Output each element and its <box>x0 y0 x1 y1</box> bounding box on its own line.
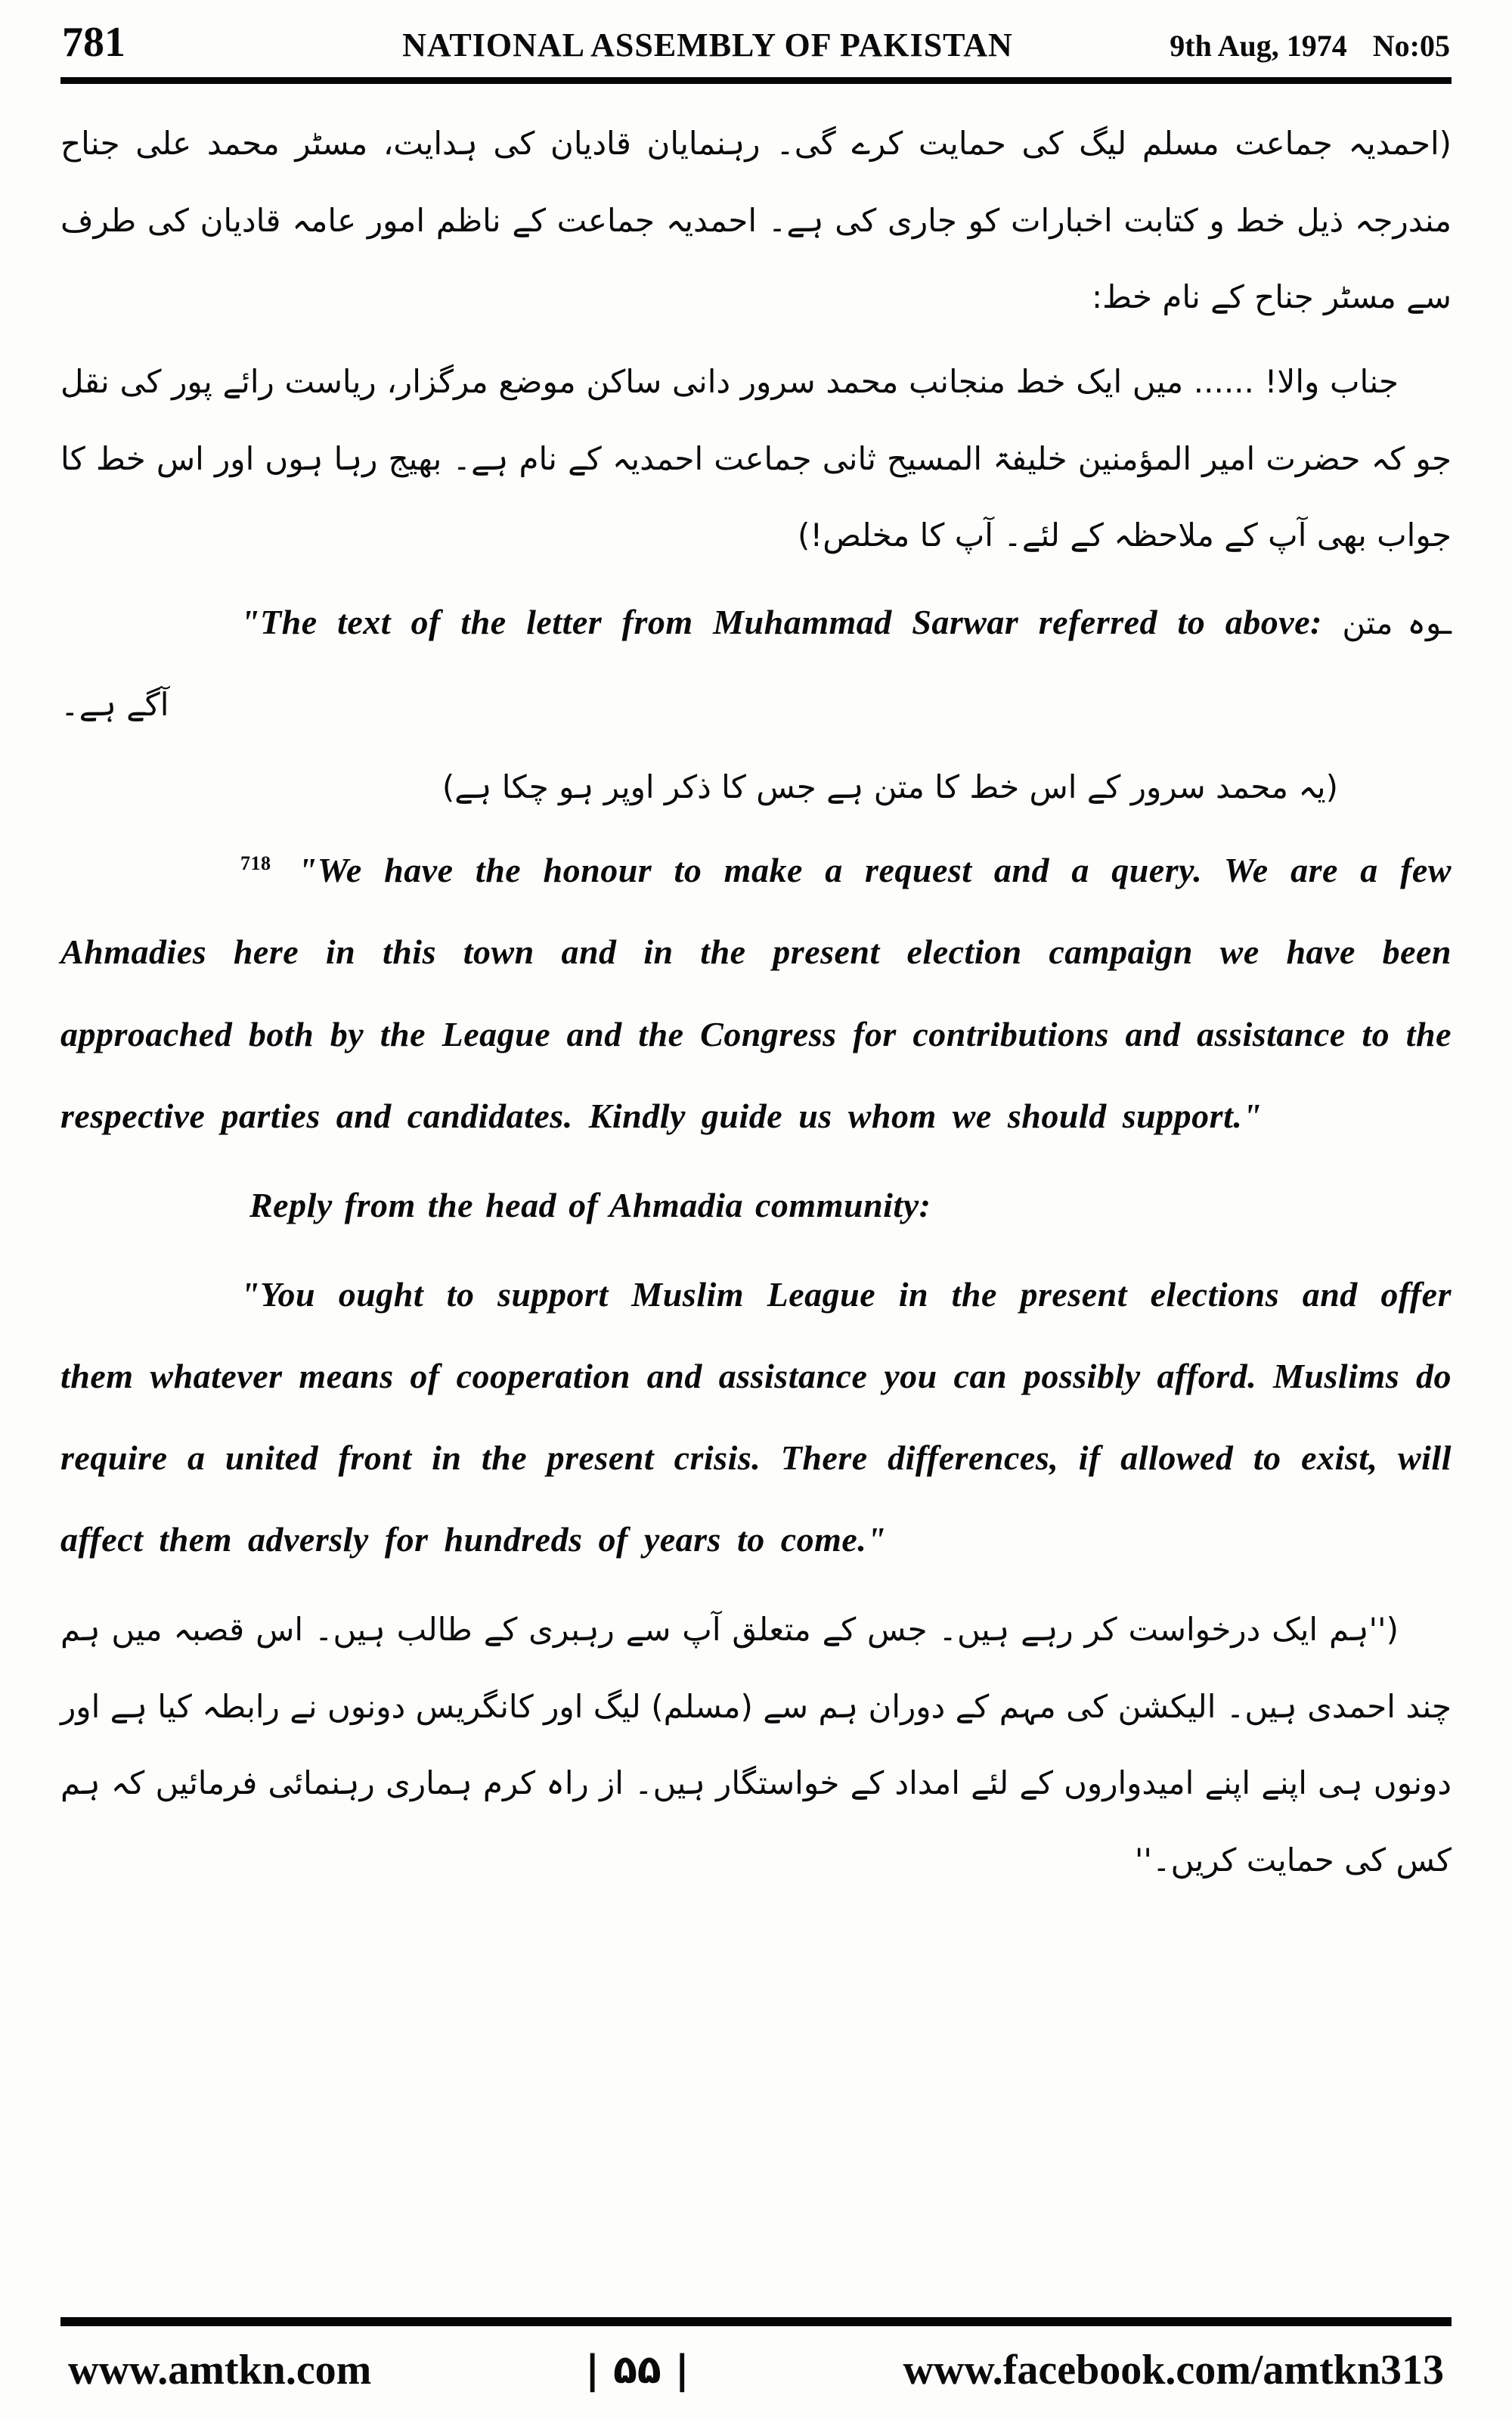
footer-row <box>60 2326 1452 2400</box>
reply-heading: Reply from the head of Ahmadia community: <box>249 1185 931 1224</box>
header-right <box>1030 28 1450 64</box>
footer-facebook: www.facebook.com/amtkn313 <box>903 2347 1444 2394</box>
footer-website: www.amtkn.com <box>68 2347 372 2394</box>
letter-intro-urdu: ـوہ متن آگے ہے۔ <box>60 603 1452 723</box>
page-number: 781 <box>62 19 125 66</box>
footnote-number: 718 <box>240 852 271 874</box>
urdu-paragraph-translation: (''ہم ایک درخواست کر رہے ہیں۔ جس کے متعلق آپ سے رہبری کے طالب ہیں۔ اس قصبہ میں ہم چند احمدی ہیں۔ الیکشن کی مہم کے دوران ہم سے (مسلم) لیگ اور کانگریس دونوں نے رابطہ کیا ہے اور دونوں ہی اپنے اپنے امیدواروں کے لئے امداد کے خواستگار ہیں۔ از راہ کرم ہماری رہنمائی فرمائیں کہ ہم کس کی حمایت کریں۔'' <box>60 1611 1452 1879</box>
letter-body-text: "We have the honour to make a request and a query. We are a few Ahmadies here in this town and in the present election campaign we have been approached both by the League and the Congress for contributions and assistance to the respective parties and candidates. Kindly guide us whom we should support." <box>60 851 1452 1135</box>
session-date: 9th Aug, 1974 <box>1170 29 1347 63</box>
letter-intro-english: "The text of the letter from Muhammad Sarwar referred to above: <box>240 602 1343 641</box>
issue-number: No:05 <box>1372 29 1450 63</box>
header-center <box>385 26 1030 64</box>
page-content <box>60 84 1452 2317</box>
reply-body: "You ought to support Muslim League in the present elections and offer them whatever means of cooperation and assistance you can possibly afford. Muslims do require a united front in the present crisis. There differences, if allowed to exist, will affect them adversly for hundreds of years to come." <box>60 1274 1452 1559</box>
page-footer <box>60 2317 1452 2400</box>
header-rule <box>60 77 1452 84</box>
header-left <box>62 18 385 67</box>
header-date <box>1170 29 1450 63</box>
footer-page-marker: | ۵۵ | <box>585 2347 689 2393</box>
urdu-paragraph-announcement: (احمدیہ جماعت مسلم لیگ کی حمایت کرے گی۔ رہنمایان قادیان کی ہدایت، مسٹر محمد علی جناح مندرجہ ذیل خط و کتابت اخبارات کو جاری کی ہے۔ احمدیہ جماعت کے ناظم امور عامہ قادیان کی طرف سے مسٹر جناح کے نام خط: <box>60 125 1452 316</box>
footer-rule <box>60 2317 1452 2326</box>
urdu-paragraph-letter: جناب والا! ...... میں ایک خط منجانب محمد سرور دانی ساکن موضع مرگزار، ریاست رائے پور کی نقل جو کہ حضرت امیر المؤمنین خلیفۃ المسیح ثانی جماعت احمدیہ کے نام ہے۔ بھیج رہا ہوں اور اس خط کا جواب بھی آپ کے ملاحظہ کے لئے۔ آپ کا مخلص!) <box>60 362 1452 554</box>
assembly-title: NATIONAL ASSEMBLY OF PAKISTAN <box>402 26 1013 64</box>
letter-body <box>60 830 1452 1156</box>
letter-intro <box>60 582 1452 745</box>
page-header <box>60 12 1452 77</box>
urdu-note: (یہ محمد سرور کے اس خط کا متن ہے جس کا ذکر اوپر ہو چکا ہے) <box>442 768 1338 805</box>
